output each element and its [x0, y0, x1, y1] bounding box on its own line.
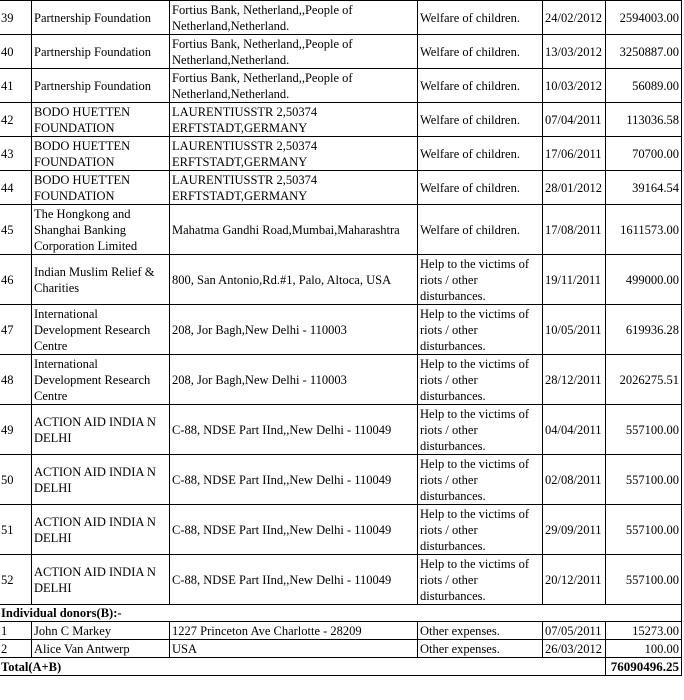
purpose-cell: Other expenses. [418, 640, 543, 658]
purpose-cell: Help to the victims of riots / other disturbances. [418, 555, 543, 605]
serial-number-cell: 42 [0, 103, 32, 137]
individual-donors-heading: Individual donors(B):- [0, 605, 682, 622]
donor-address-cell: 800, San Antonio,Rd.#1, Palo, Altoca, USA [170, 255, 418, 305]
donor-name-cell: Partnership Foundation [32, 69, 170, 103]
serial-number-cell: 45 [0, 205, 32, 255]
date-cell: 13/03/2012 [543, 35, 606, 69]
date-cell: 26/03/2012 [543, 640, 606, 658]
donor-name-cell: ACTION AID INDIA N DELHI [32, 505, 170, 555]
table-row [0, 171, 682, 205]
amount-cell: 2594003.00 [606, 1, 682, 35]
date-cell: 07/05/2011 [543, 622, 606, 640]
table-row [0, 103, 682, 137]
amount-cell: 70700.00 [606, 137, 682, 171]
amount-cell: 557100.00 [606, 455, 682, 505]
table-row [0, 69, 682, 103]
purpose-cell: Welfare of children. [418, 137, 543, 171]
donor-name-cell: ACTION AID INDIA N DELHI [32, 555, 170, 605]
donor-address-cell: C-88, NDSE Part IInd,,New Delhi - 110049 [170, 455, 418, 505]
serial-number-cell: 44 [0, 171, 32, 205]
individual-donors-body [0, 622, 682, 658]
donor-address-cell: USA [170, 640, 418, 658]
amount-cell: 113036.58 [606, 103, 682, 137]
table-row [0, 405, 682, 455]
amount-cell: 557100.00 [606, 555, 682, 605]
amount-cell: 619936.28 [606, 305, 682, 355]
donor-name-cell: Indian Muslim Relief & Charities [32, 255, 170, 305]
donor-address-cell: Fortius Bank, Netherland,,People of Netherland,Netherland. [170, 1, 418, 35]
total-label: Total(A+B) [0, 658, 606, 676]
date-cell: 29/09/2011 [543, 505, 606, 555]
donor-address-cell: LAURENTIUSSTR 2,50374 ERFTSTADT,GERMANY [170, 137, 418, 171]
purpose-cell: Help to the victims of riots / other disturbances. [418, 455, 543, 505]
individual-donors-section [0, 605, 682, 622]
serial-number-cell: 43 [0, 137, 32, 171]
table-row [0, 355, 682, 405]
amount-cell: 100.00 [606, 640, 682, 658]
amount-cell: 3250887.00 [606, 35, 682, 69]
total-section [0, 658, 682, 676]
purpose-cell: Help to the victims of riots / other disturbances. [418, 505, 543, 555]
date-cell: 10/03/2012 [543, 69, 606, 103]
total-amount: 76090496.25 [606, 658, 682, 676]
date-cell: 28/12/2011 [543, 355, 606, 405]
donor-address-cell: Mahatma Gandhi Road,Mumbai,Maharashtra [170, 205, 418, 255]
donor-name-cell: ACTION AID INDIA N DELHI [32, 405, 170, 455]
donor-name-cell: International Development Research Centre [32, 355, 170, 405]
table-row [0, 205, 682, 255]
serial-number-cell: 51 [0, 505, 32, 555]
serial-number-cell: 39 [0, 1, 32, 35]
date-cell: 24/02/2012 [543, 1, 606, 35]
donor-address-cell: 208, Jor Bagh,New Delhi - 110003 [170, 305, 418, 355]
table-row [0, 622, 682, 640]
serial-number-cell: 1 [0, 622, 32, 640]
table-row [0, 137, 682, 171]
amount-cell: 499000.00 [606, 255, 682, 305]
donor-name-cell: International Development Research Centre [32, 305, 170, 355]
amount-cell: 39164.54 [606, 171, 682, 205]
serial-number-cell: 49 [0, 405, 32, 455]
serial-number-cell: 47 [0, 305, 32, 355]
table-row [0, 255, 682, 305]
purpose-cell: Help to the victims of riots / other disturbances. [418, 405, 543, 455]
amount-cell: 15273.00 [606, 622, 682, 640]
donor-address-cell: Fortius Bank, Netherland,,People of Netherland,Netherland. [170, 69, 418, 103]
donor-name-cell: ACTION AID INDIA N DELHI [32, 455, 170, 505]
purpose-cell: Welfare of children. [418, 35, 543, 69]
donor-address-cell: C-88, NDSE Part IInd,,New Delhi - 110049 [170, 405, 418, 455]
purpose-cell: Help to the victims of riots / other disturbances. [418, 305, 543, 355]
serial-number-cell: 40 [0, 35, 32, 69]
serial-number-cell: 48 [0, 355, 32, 405]
donor-name-cell: John C Markey [32, 622, 170, 640]
donor-name-cell: The Hongkong and Shanghai Banking Corporation Limited [32, 205, 170, 255]
donor-name-cell: Partnership Foundation [32, 1, 170, 35]
purpose-cell: Other expenses. [418, 622, 543, 640]
donor-address-cell: LAURENTIUSSTR 2,50374 ERFTSTADT,GERMANY [170, 171, 418, 205]
donor-address-cell: Fortius Bank, Netherland,,People of Netherland,Netherland. [170, 35, 418, 69]
date-cell: 28/01/2012 [543, 171, 606, 205]
donor-name-cell: BODO HUETTEN FOUNDATION [32, 103, 170, 137]
purpose-cell: Welfare of children. [418, 1, 543, 35]
serial-number-cell: 50 [0, 455, 32, 505]
serial-number-cell: 52 [0, 555, 32, 605]
date-cell: 07/04/2011 [543, 103, 606, 137]
table-row [0, 640, 682, 658]
serial-number-cell: 2 [0, 640, 32, 658]
donor-address-cell: C-88, NDSE Part IInd,,New Delhi - 110049 [170, 555, 418, 605]
purpose-cell: Help to the victims of riots / other disturbances. [418, 355, 543, 405]
date-cell: 10/05/2011 [543, 305, 606, 355]
purpose-cell: Welfare of children. [418, 103, 543, 137]
amount-cell: 557100.00 [606, 405, 682, 455]
table-row [0, 505, 682, 555]
serial-number-cell: 41 [0, 69, 32, 103]
amount-cell: 557100.00 [606, 505, 682, 555]
section-header-row [0, 605, 682, 622]
institutional-donors-body [0, 1, 682, 605]
table-row [0, 305, 682, 355]
amount-cell: 56089.00 [606, 69, 682, 103]
table-row [0, 455, 682, 505]
donor-name-cell: Partnership Foundation [32, 35, 170, 69]
date-cell: 19/11/2011 [543, 255, 606, 305]
donor-address-cell: C-88, NDSE Part IInd,,New Delhi - 110049 [170, 505, 418, 555]
donor-name-cell: BODO HUETTEN FOUNDATION [32, 137, 170, 171]
donor-name-cell: Alice Van Antwerp [32, 640, 170, 658]
purpose-cell: Help to the victims of riots / other disturbances. [418, 255, 543, 305]
purpose-cell: Welfare of children. [418, 171, 543, 205]
amount-cell: 2026275.51 [606, 355, 682, 405]
donor-address-cell: LAURENTIUSSTR 2,50374 ERFTSTADT,GERMANY [170, 103, 418, 137]
table-row [0, 1, 682, 35]
purpose-cell: Welfare of children. [418, 69, 543, 103]
date-cell: 17/08/2011 [543, 205, 606, 255]
total-row [0, 658, 682, 676]
date-cell: 17/06/2011 [543, 137, 606, 171]
donor-address-cell: 208, Jor Bagh,New Delhi - 110003 [170, 355, 418, 405]
date-cell: 04/04/2011 [543, 405, 606, 455]
purpose-cell: Welfare of children. [418, 205, 543, 255]
date-cell: 20/12/2011 [543, 555, 606, 605]
donor-name-cell: BODO HUETTEN FOUNDATION [32, 171, 170, 205]
table-row [0, 555, 682, 605]
date-cell: 02/08/2011 [543, 455, 606, 505]
amount-cell: 1611573.00 [606, 205, 682, 255]
donor-address-cell: 1227 Princeton Ave Charlotte - 28209 [170, 622, 418, 640]
table-row [0, 35, 682, 69]
serial-number-cell: 46 [0, 255, 32, 305]
